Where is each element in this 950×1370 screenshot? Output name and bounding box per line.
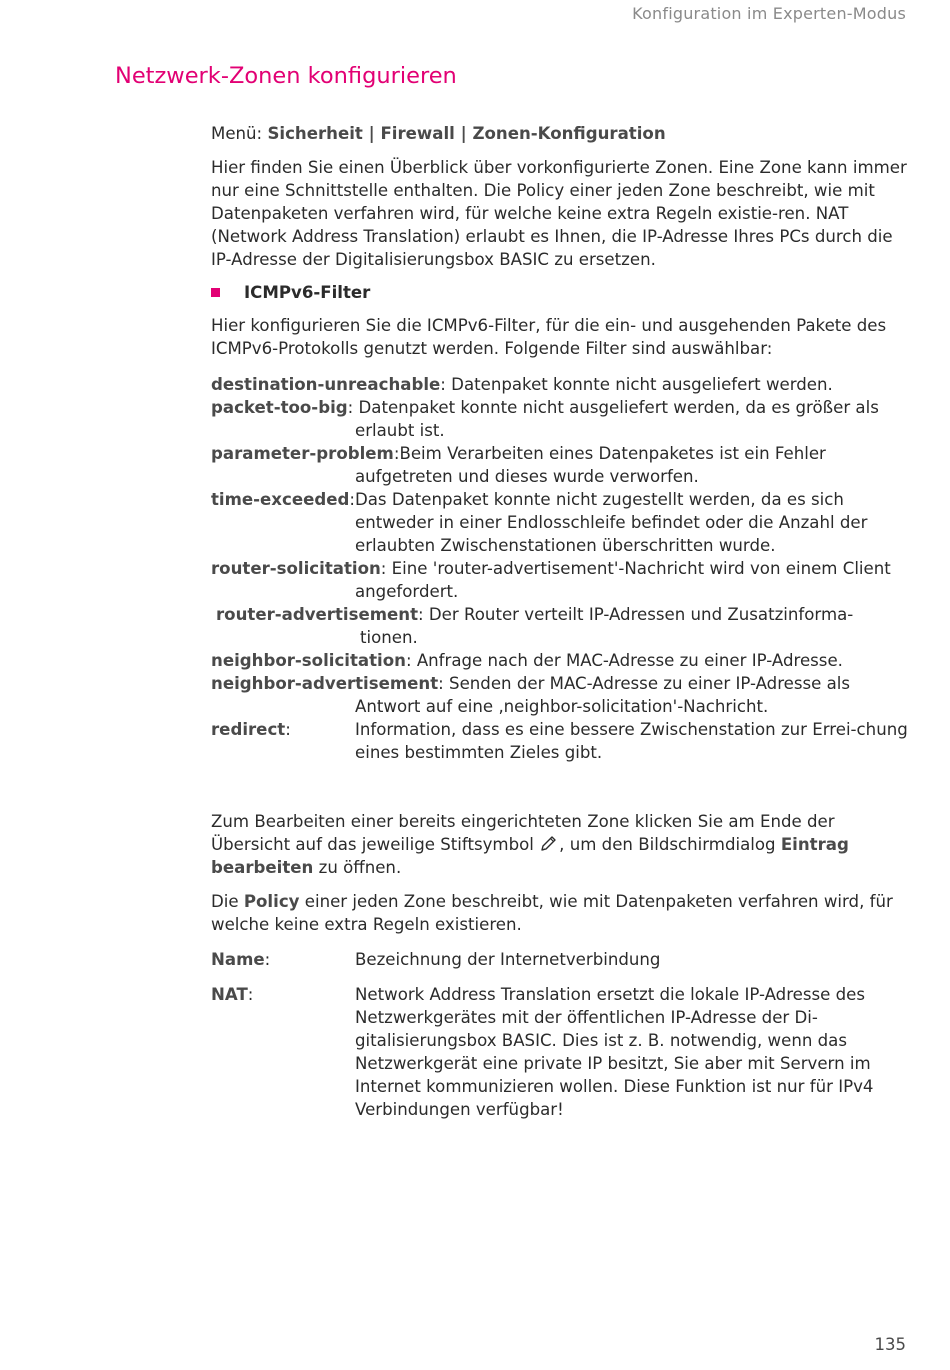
filter-item: neighbor-advertisement: Senden der MAC-Adresse zu einer IP-Adresse als Antwort auf eine ‚neighbor-solicitation'-Nachricht. (211, 674, 851, 716)
pencil-icon (539, 835, 559, 853)
page-title: Netzwerk-Zonen konfigurieren (115, 63, 457, 89)
square-bullet-icon (211, 288, 220, 297)
menu-prefix: Menü: (211, 124, 268, 143)
edit-paragraph: Zum Bearbeiten einer bereits eingerichteten Zone klicken Sie am Ende der Übersicht auf das jeweilige Stiftsymbol , um den Bildschirmdialog Eintrag bearbeiten zu öffnen. (211, 812, 849, 877)
filter-item: parameter-problem:Beim Verarbeiten eines Datenpaketes ist ein Fehler aufgetreten und dieses wurde verworfen. (211, 444, 826, 486)
filter-item: packet-too-big: Datenpaket konnte nicht ausgeliefert werden, da es größer als erlaubt ist. (211, 398, 879, 440)
main-content (211, 122, 911, 1133)
filter-item: router-advertisement: Der Router verteilt IP-Adressen und Zusatzinforma-tionen. (216, 605, 854, 647)
running-header: Konfiguration im Experten-Modus (632, 4, 906, 23)
filters-intro: Hier konfigurieren Sie die ICMPv6-Filter, für die ein- und ausgehenden Pakete des ICMPv6-Protokolls genutzt werden. Folgende Filter sind auswählbar: (211, 316, 887, 358)
filter-list (211, 373, 911, 764)
field-name: Name: Bezeichnung der Internetverbindung (211, 950, 661, 969)
filter-item: neighbor-solicitation: Anfrage nach der MAC-Adresse zu einer IP-Adresse. (211, 651, 843, 670)
filter-item-redirect: redirect: Information, dass es eine bessere Zwischenstation zur Errei-chung eines bestimmten Zieles gibt. (211, 720, 908, 762)
page-number: 135 (874, 1335, 906, 1354)
section-bullet (211, 281, 911, 304)
menu-path (211, 122, 911, 145)
field-nat: NAT: Network Address Translation ersetzt die lokale IP-Adresse des Netzwerkgerätes mit der öffentlichen IP-Adresse der Di-gitalisierungsbox BASIC. Dies ist z. B. notwendig, wenn das Netzwerkgerät eine private IP besitzt, Sie aber mit Servern im Internet kommunizieren wollen. Diese Funktion ist nur für IPv4 Verbindungen verfügbar! (211, 985, 874, 1119)
filter-item: time-exceeded:Das Datenpaket konnte nicht zugestellt werden, da es sich entweder in einer Endlosschleife befindet oder die Anzahl der erlaubten Zwischenstationen überschritten wurde. (211, 490, 868, 555)
filter-item: router-solicitation: Eine 'router-advertisement'-Nachricht wird von einem Client angefordert. (211, 559, 891, 601)
policy-paragraph: Die Policy einer jeden Zone beschreibt, wie mit Datenpaketen verfahren wird, für welche keine extra Regeln existieren. (211, 892, 893, 934)
filter-item: destination-unreachable: Datenpaket konnte nicht ausgeliefert werden. (211, 375, 833, 394)
bullet-label: ICMPv6-Filter (244, 283, 371, 302)
intro-paragraph: Hier finden Sie einen Überblick über vorkonfigurierte Zonen. Eine Zone kann immer nur eine Schnittstelle enthalten. Die Policy einer jeden Zone beschreibt, wie mit Datenpaketen verfahren wird, für welche keine extra Regeln existie-ren. NAT (Network Address Translation) erlaubt es Ihnen, die IP-Adresse Ihres PCs durch die IP-Adresse der Digitalisierungsbox BASIC zu ersetzen. (211, 158, 907, 269)
menu-path-value: Sicherheit | Firewall | Zonen-Konfiguration (267, 124, 666, 143)
